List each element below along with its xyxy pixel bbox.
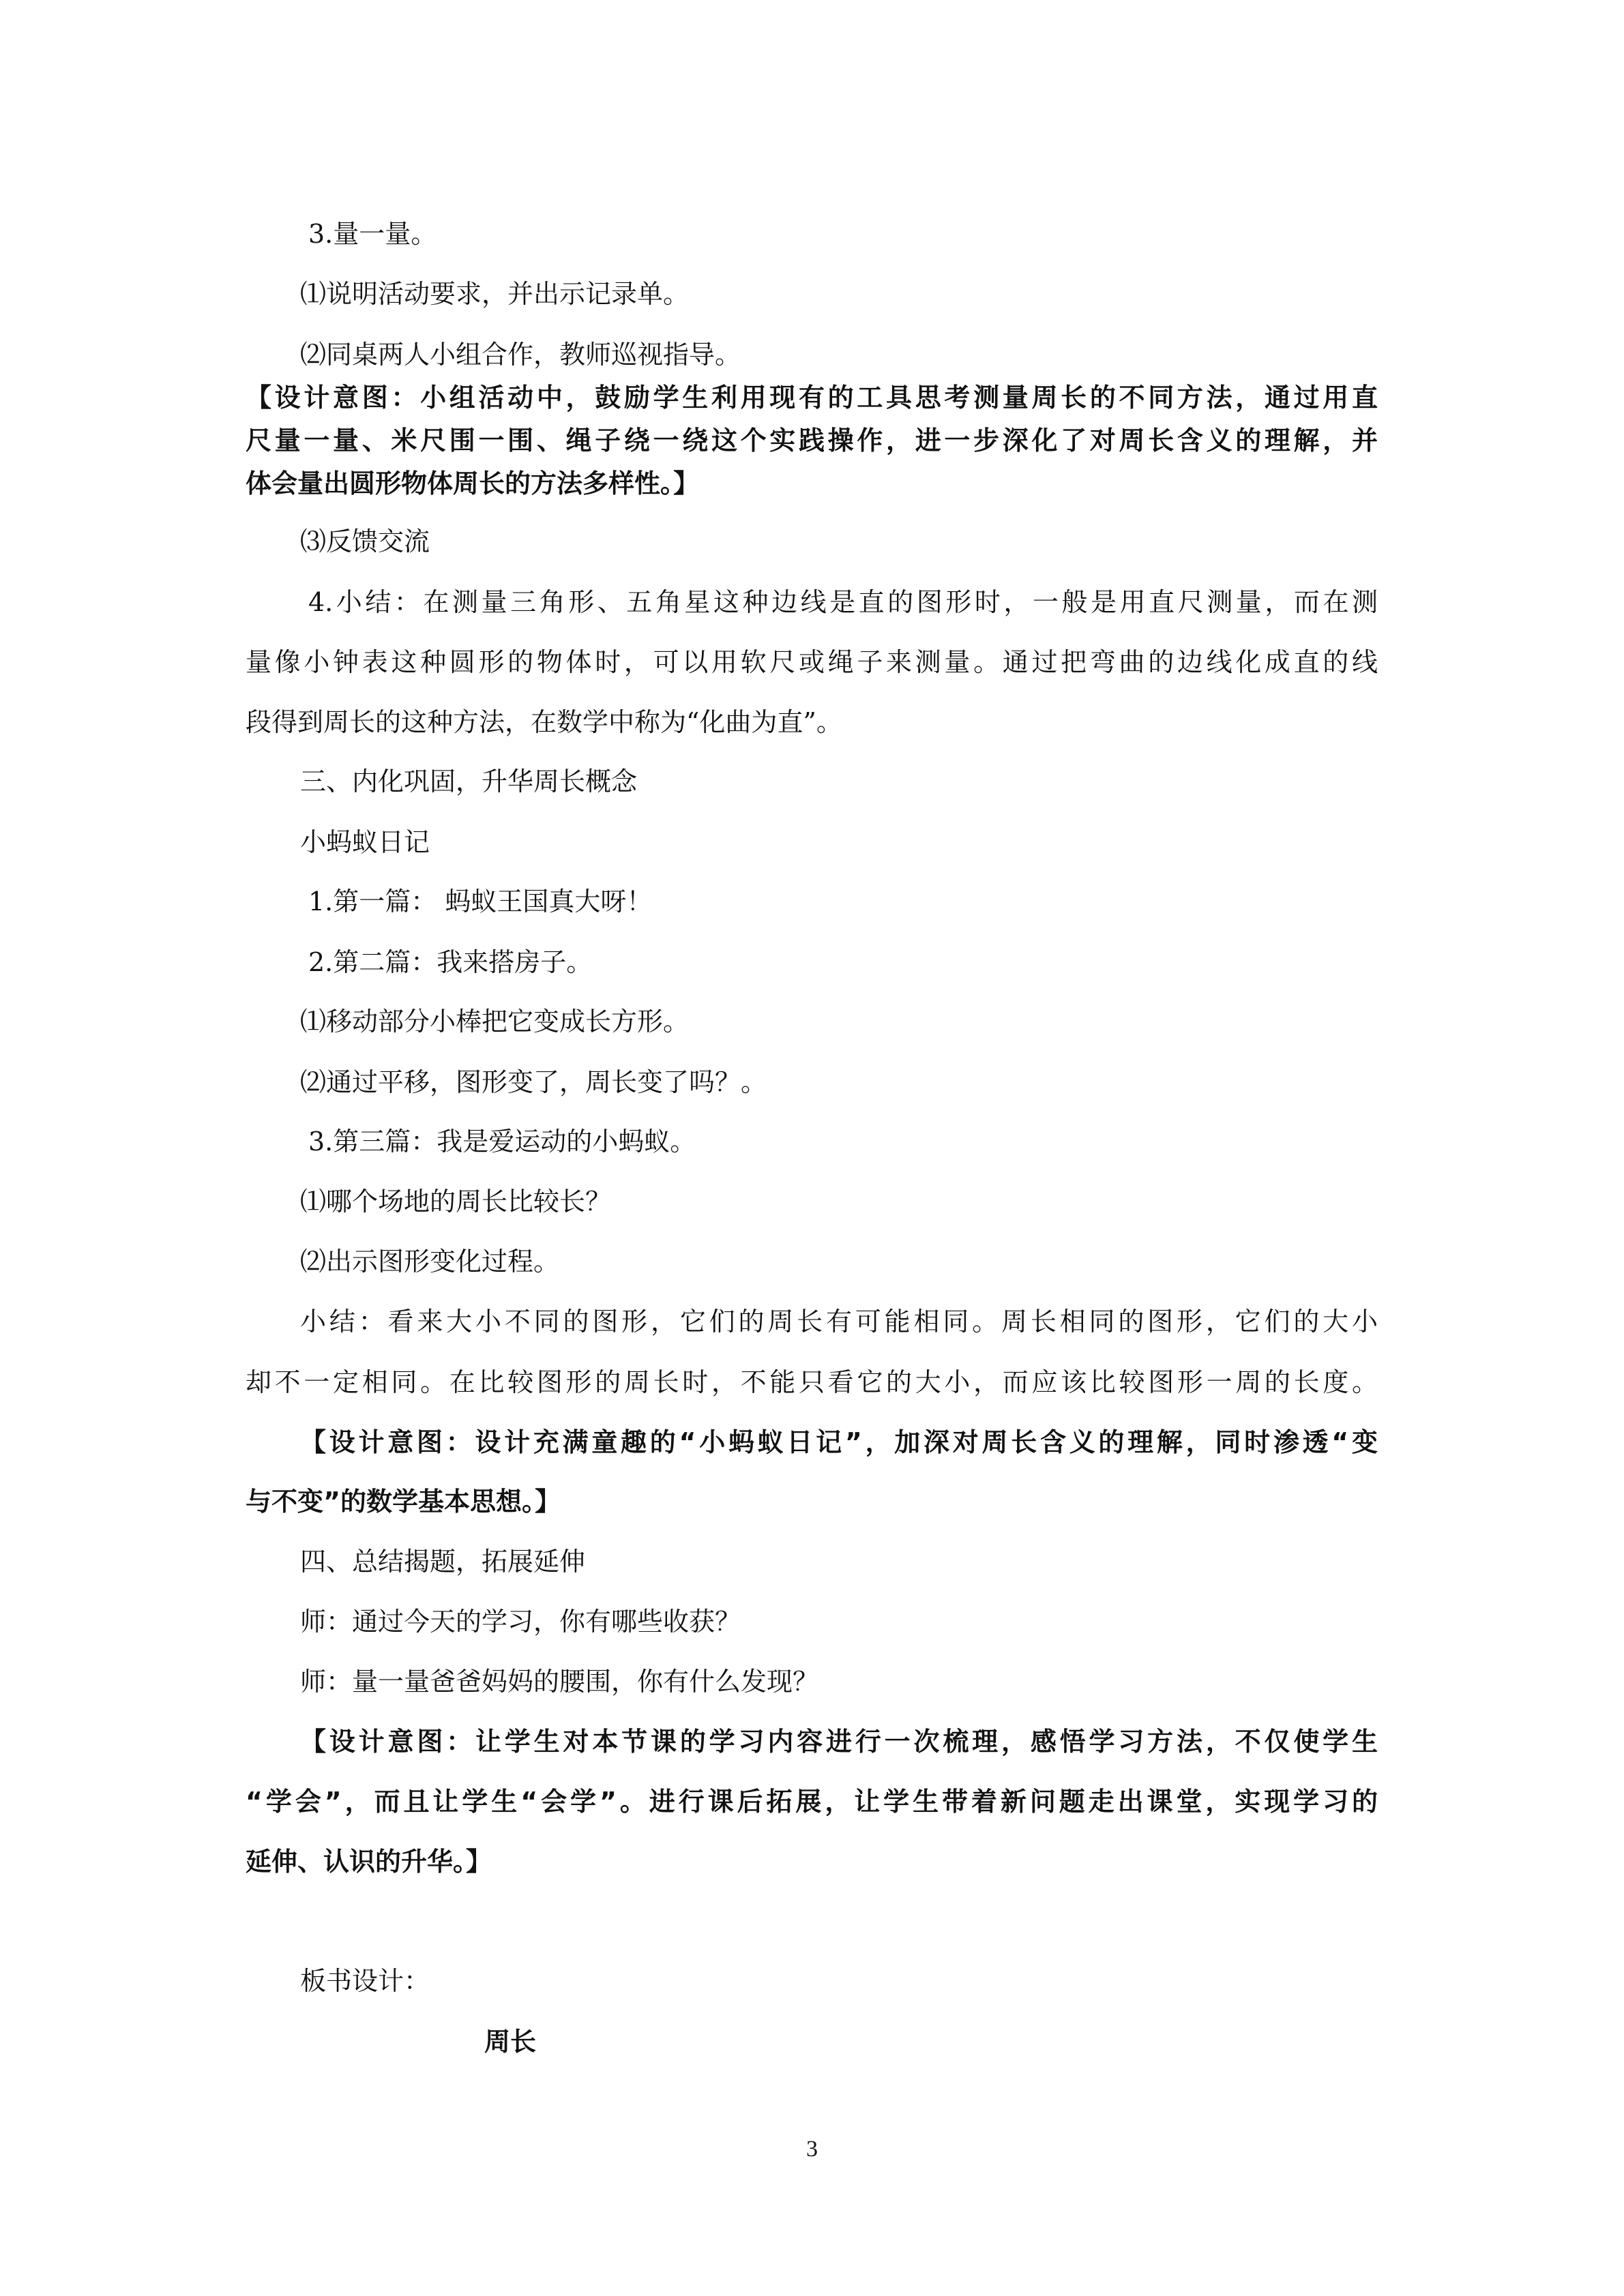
diary-part-2-item-2: ⑵通过平移，图形变了，周长变了吗？。 bbox=[300, 1067, 767, 1097]
design-intent-3-line-1: 【设计意图：让学生对本节课的学习内容进行一次梳理，感悟学习方法，不仅使学生 bbox=[300, 1727, 1378, 1757]
step-3-item-2: ⑵同桌两人小组合作，教师巡视指导。 bbox=[300, 340, 741, 370]
design-intent-3-line-2: “学会”，而且让学生“会学”。进行课后拓展，让学生带着新问题走出课堂，实现学习的 bbox=[246, 1787, 1378, 1817]
design-intent-3-line-3: 延伸、认识的升华。】 bbox=[246, 1847, 492, 1877]
summary-4-line-2: 量像小钟表这种圆形的物体时，可以用软尺或绳子来测量。通过把弯曲的边线化成直的线 bbox=[246, 647, 1378, 677]
summary-4-line-3: 段得到周长的这种方法，在数学中称为“化曲为直”。 bbox=[246, 707, 842, 737]
section-3-heading: 三、内化巩固，升华周长概念 bbox=[300, 766, 638, 796]
design-intent-2-line-1: 【设计意图：设计充满童趣的“小蚂蚁日记”，加深对周长含义的理解，同时渗透“变 bbox=[300, 1427, 1378, 1457]
ant-diary-title: 小蚂蚁日记 bbox=[300, 827, 430, 857]
step-3-heading: 3.量一量。 bbox=[308, 219, 437, 249]
diary-summary-line-2: 却不一定相同。在比较图形的周长时，不能只看它的大小，而应该比较图形一周的长度。 bbox=[246, 1367, 1378, 1397]
design-intent-2-line-2: 与不变”的数学基本思想。】 bbox=[246, 1487, 561, 1517]
diary-part-3: 3.第三篇：我是爱运动的小蚂蚁。 bbox=[308, 1127, 696, 1157]
board-design-label: 板书设计： bbox=[300, 1966, 430, 1996]
design-intent-1-line-1: 【设计意图：小组活动中，鼓励学生利用现有的工具思考测量周长的不同方法，通过用直 bbox=[246, 383, 1378, 413]
section-4-heading: 四、总结揭题，拓展延伸 bbox=[300, 1547, 586, 1577]
design-intent-1-line-3: 体会量出圆形物体周长的方法多样性。】 bbox=[246, 468, 700, 498]
diary-part-1: 1.第一篇： 蚂蚁王国真大呀！ bbox=[308, 886, 653, 916]
diary-summary-line-1: 小结：看来大小不同的图形，它们的周长有可能相同。周长相同的图形，它们的大小 bbox=[300, 1307, 1378, 1337]
page-number: 3 bbox=[806, 2136, 818, 2162]
step-3-item-3: ⑶反馈交流 bbox=[300, 526, 430, 556]
teacher-question-1: 师：通过今天的学习，你有哪些收获？ bbox=[300, 1607, 741, 1637]
diary-part-2-item-1: ⑴移动部分小棒把它变成长方形。 bbox=[300, 1007, 690, 1037]
diary-part-3-item-2: ⑵出示图形变化过程。 bbox=[300, 1247, 560, 1277]
board-title: 周长 bbox=[484, 2027, 537, 2057]
teacher-question-2: 师：量一量爸爸妈妈的腰围，你有什么发现？ bbox=[300, 1667, 819, 1697]
summary-4-line-1: 4.小结：在测量三角形、五角星这种边线是直的图形时，一般是用直尺测量，而在测 bbox=[308, 587, 1378, 617]
step-3-item-1: ⑴说明活动要求，并出示记录单。 bbox=[300, 279, 690, 309]
diary-part-2: 2.第二篇：我来搭房子。 bbox=[308, 947, 593, 977]
diary-part-3-item-1: ⑴哪个场地的周长比较长？ bbox=[300, 1187, 612, 1217]
design-intent-1-line-2: 尺量一量、米尺围一围、绳子绕一绕这个实践操作，进一步深化了对周长含义的理解，并 bbox=[246, 426, 1378, 456]
